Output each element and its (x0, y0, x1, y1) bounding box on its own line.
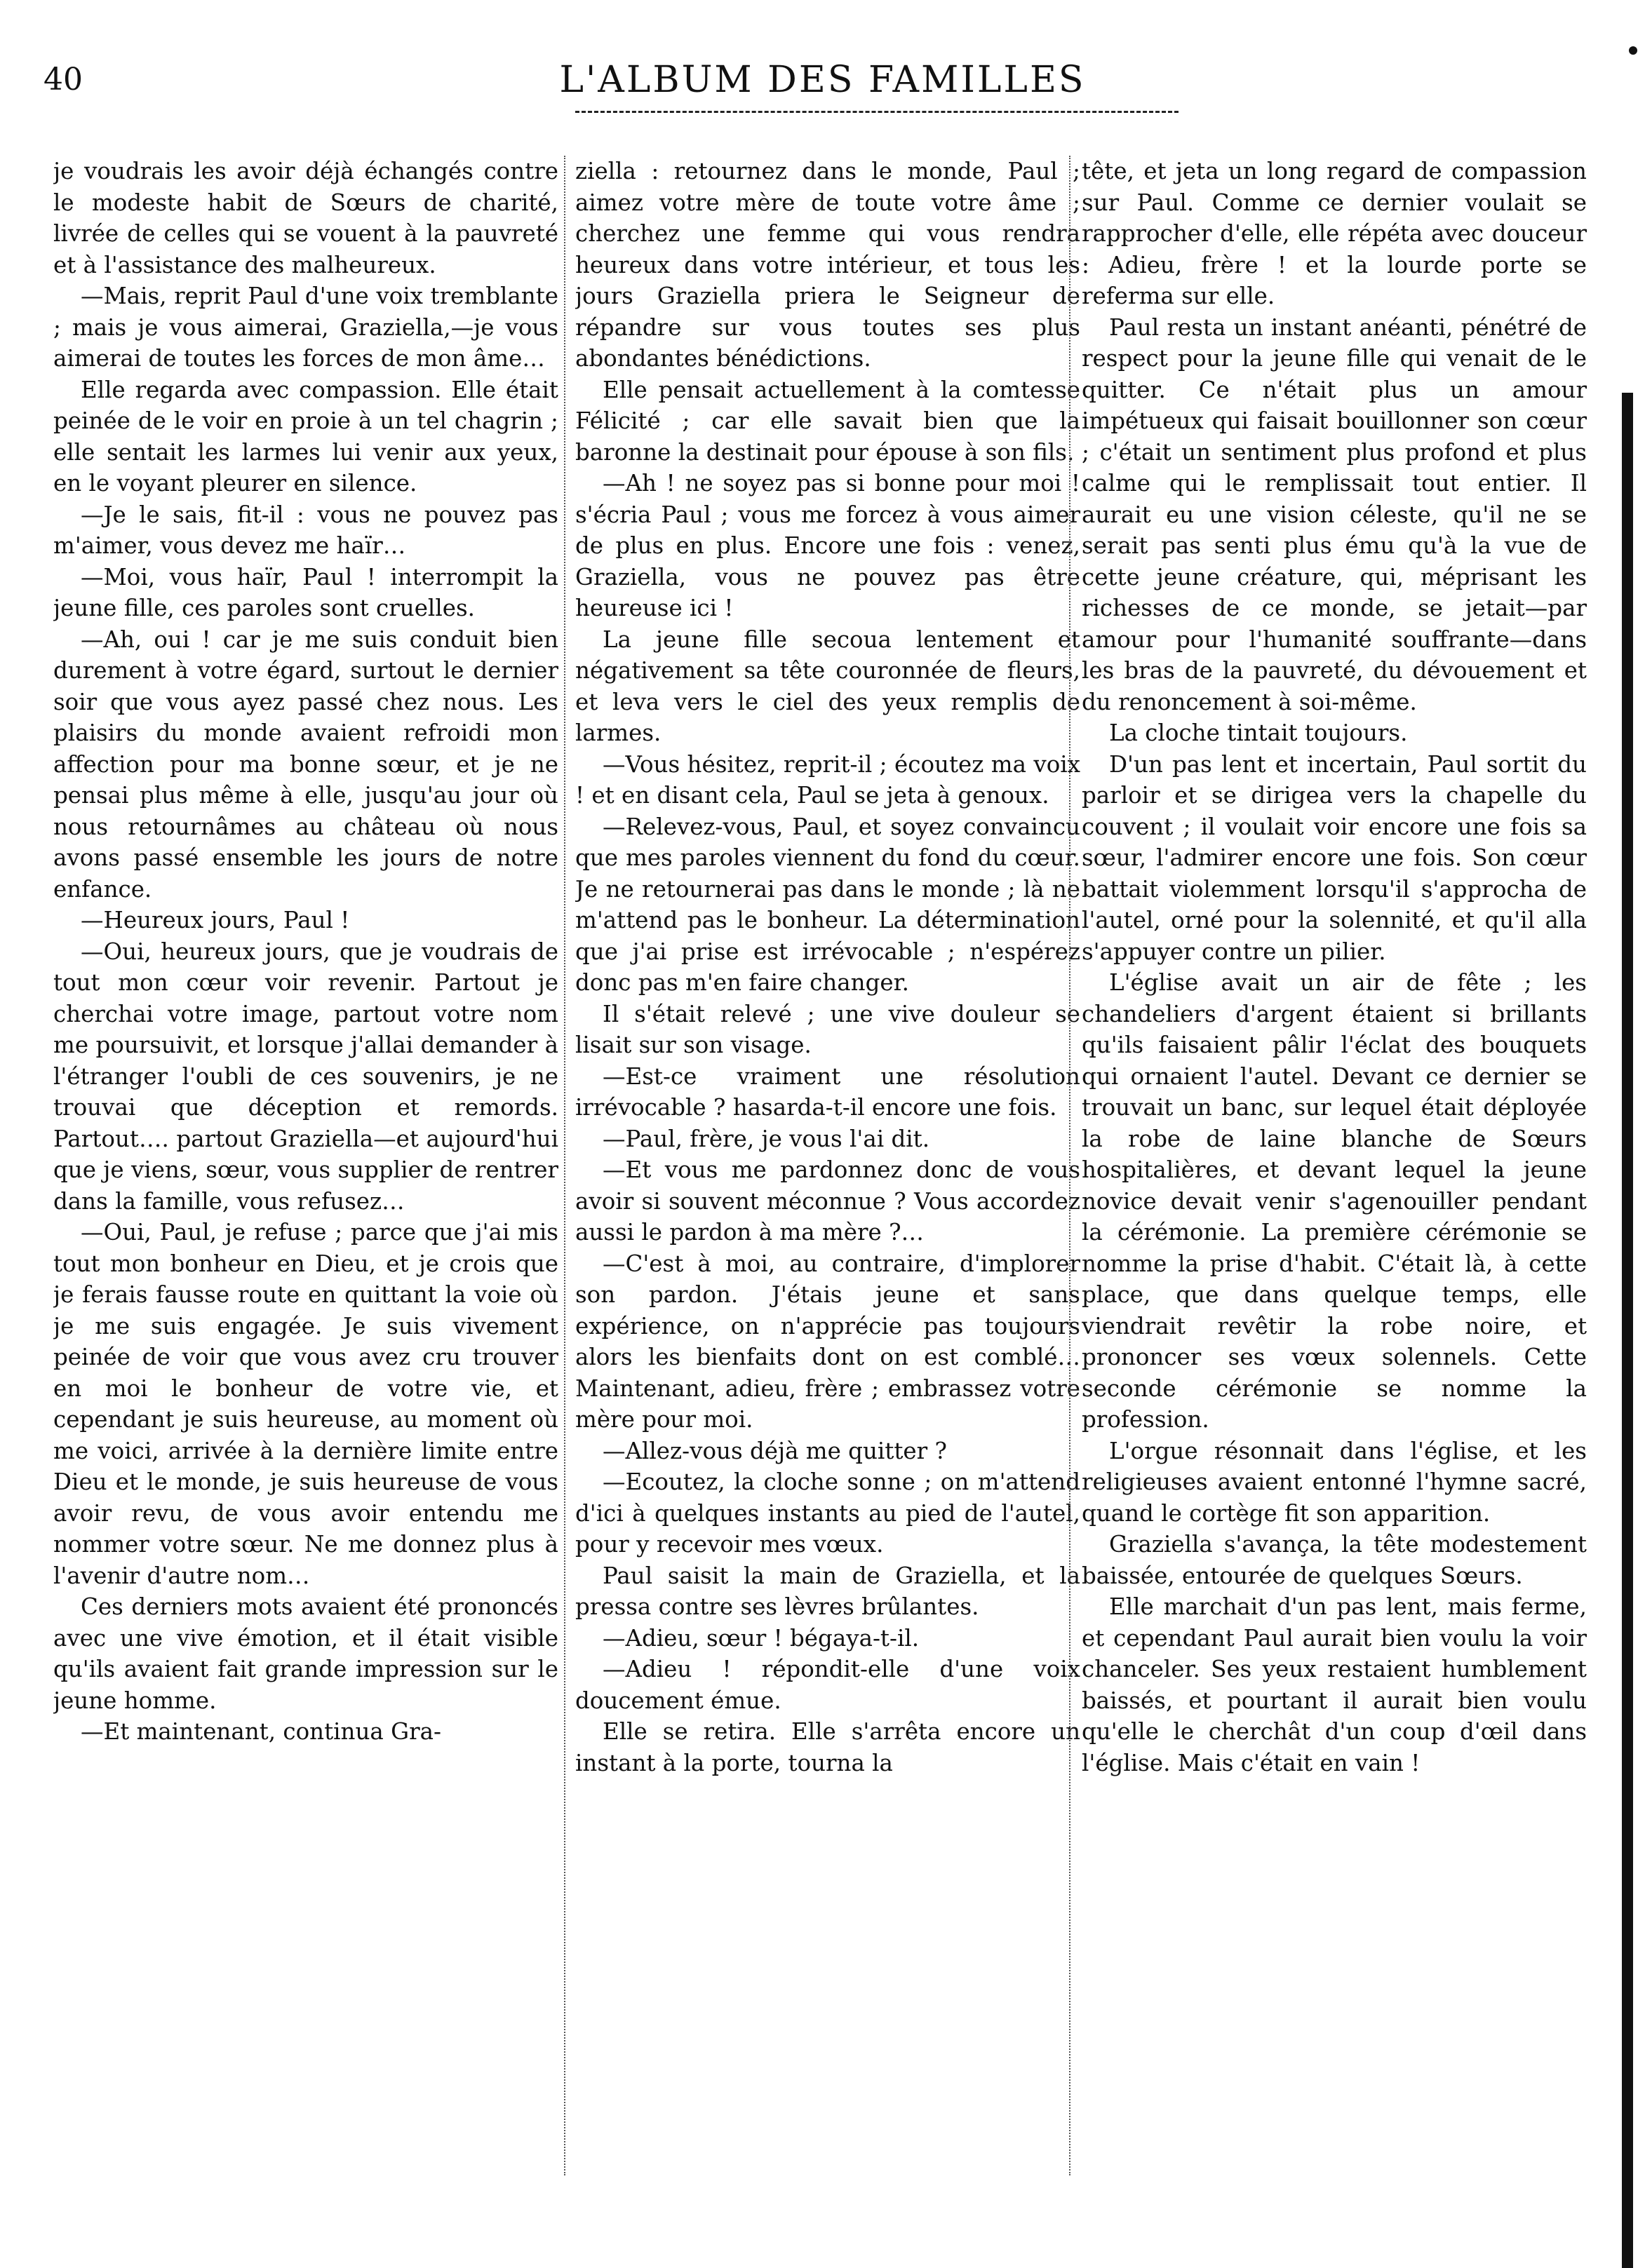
paragraph: Graziella s'avança, la tête modestement baissée, entourée de quelques Sœurs. (1082, 1531, 1587, 1589)
paragraph: Elle se retira. Elle s'arrêta encore un instant à la porte, tourna la (575, 1718, 1080, 1776)
paragraph: Ces derniers mots avaient été prononcés avec une vive émotion, et il était visible qu'ils avaient fait grande impression sur le jeune homme. (53, 1593, 558, 1714)
paragraph: —Moi, vous haïr, Paul ! interrompit la jeune fille, ces paroles sont cruelles. (53, 563, 558, 621)
paragraph: Paul saisit la main de Graziella, et la pressa contre ses lèvres brûlantes. (575, 1562, 1080, 1620)
scan-edge-dot (1629, 46, 1637, 55)
column-right (1082, 156, 1587, 2189)
paragraph: —Vous hésitez, reprit-il ; écoutez ma voix ! et en disant cela, Paul se jeta à genoux. (575, 750, 1080, 809)
paragraph: Paul resta un instant anéanti, pénétré de respect pour la jeune fille qui venait de le quitter. Ce n'était plus un amour impétueux qui faisait bouillonner son cœur ; c'était un sentiment plus profond et plus calme qui le remplissait tout entier. Il aurait eu une vision céleste, qu'il ne se serait pas senti plus ému qu'à la vue de cette jeune créature, qui, méprisant les richesses de ce monde, se jetait—par amour pour l'humanité souffrante—dans les bras de la pauvreté, du dévouement et du renoncement à soi-même. (1082, 313, 1587, 715)
paragraph: —Adieu, sœur ! bégaya-t-il. (603, 1624, 920, 1652)
paragraph: —Paul, frère, je vous l'ai dit. (603, 1125, 930, 1152)
paragraph: —Ah ! ne soyez pas si bonne pour moi ! s'écria Paul ; vous me forcez à vous aimer de plus en plus. Encore une fois : venez, Graziella, vous ne pouvez pas être heureuse ici ! (575, 470, 1080, 621)
paragraph: L'orgue résonnait dans l'église, et les religieuses avaient entonné l'hymne sacré, quand le cortège fit son apparition. (1082, 1437, 1587, 1527)
paragraph: Il s'était relevé ; une vive douleur se lisait sur son visage. (575, 1000, 1080, 1058)
paragraph: —Et vous me pardonnez donc de vous avoir si souvent méconnue ? Vous accordez aussi le pardon à ma mère ?… (575, 1156, 1080, 1246)
paragraph: L'église avait un air de fête ; les chandeliers d'argent étaient si brillants qu'ils faisaient pâlir l'éclat des bouquets qui ornaient l'autel. Devant ce dernier se trouvait un banc, sur lequel était déployée la robe de laine blanche de Sœurs hospitalières, et devant lequel la jeune novice devait venir s'agenouiller pendant la cérémonie. La première cérémonie se nomme la prise d'habit. C'était là, à cette place, que dans quelque temps, elle viendrait revêtir la robe noire, et prononcer ses vœux solennels. Cette seconde cérémonie se nomme la profession. (1082, 969, 1587, 1433)
paragraph: —Oui, heureux jours, que je voudrais de tout mon cœur voir revenir. Partout je cherchai votre image, partout votre nom me poursuivit, et lorsque j'allai demander à l'étranger l'oubli de ces souvenirs, je ne trouvai que déception et remords. Partout…. partout Graziella—et aujourd'hui que je viens, sœur, vous supplier de rentrer dans la famille, vous refusez… (53, 938, 558, 1215)
scan-edge-bar (1622, 393, 1633, 2268)
paragraph: —Oui, Paul, je refuse ; parce que j'ai mis tout mon bonheur en Dieu, et je crois que je ferais fausse route en quittant la voie où je me suis engagée. Je suis vivement peinée de voir que vous avez cru trouver en moi le bonheur de votre vie, et cependant je suis heureuse, au moment où me voici, arrivée à la dernière limite entre Dieu et le monde, je suis heureuse de vous avoir revu, de vous avoir entendu me nommer votre sœur. Ne me donnez plus à l'avenir d'autre nom… (53, 1219, 558, 1589)
column-middle (575, 156, 1080, 2189)
paragraph: La cloche tintait toujours. (1109, 720, 1408, 746)
paragraph: —C'est à moi, au contraire, d'implorer son pardon. J'étais jeune et sans expérience, on n'apprécie pas toujours alors les bienfaits dont on est comblé… Maintenant, adieu, frère ; embrassez votre mère pour moi. (575, 1250, 1080, 1433)
column-divider (1069, 156, 1070, 2175)
page-number: 40 (43, 62, 83, 97)
paragraph: je voudrais les avoir déjà échangés contre le modeste habit de Sœurs de charité, livrée de celles qui se vouent à la pauvreté et à l'assistance des malheureux. (53, 158, 558, 278)
paragraph: La jeune fille secoua lentement et négativement sa tête couronnée de fleurs, et leva vers le ciel des yeux remplis de larmes. (575, 626, 1080, 746)
paragraph: —Relevez-vous, Paul, et soyez convaincu que mes paroles viennent du fond du cœur. Je ne retournerai pas dans le monde ; là ne m'attend pas le bonheur. La détermination que j'ai prise est irrévocable ; n'espérez donc pas m'en faire changer. (575, 813, 1080, 996)
header-rule (575, 111, 1179, 113)
column-left (53, 156, 558, 2189)
paragraph: —Heureux jours, Paul ! (81, 907, 350, 933)
running-head-title: L'ALBUM DES FAMILLES (559, 59, 1086, 101)
paragraph: Elle marchait d'un pas lent, mais ferme, et cependant Paul aurait bien voulu la voir chanceler. Ses yeux restaient humblement baissés, et pourtant il aurait bien voulu qu'elle le cherchât d'un coup d'œil dans l'église. Mais c'était en vain ! (1082, 1593, 1587, 1776)
paragraph: —Allez-vous déjà me quitter ? (603, 1437, 947, 1464)
paragraph: Elle pensait actuellement à la comtesse Félicité ; car elle savait bien que la baronne la destinait pour épouse à son fils. (575, 376, 1080, 466)
paragraph: —Ecoutez, la cloche sonne ; on m'attend d'ici à quelques instants au pied de l'autel, pour y recevoir mes vœux. (575, 1469, 1080, 1558)
paragraph: —Ah, oui ! car je me suis conduit bien durement à votre égard, surtout le dernier soir que vous ayez passé chez nous. Les plaisirs du monde avaient refroidi mon affection pour ma bonne sœur, et je ne pensai plus même à elle, jusqu'au jour où nous retournâmes au château où nous avons passé ensemble les jours de notre enfance. (53, 626, 558, 903)
column-divider (564, 156, 565, 2175)
paragraph: —Je le sais, fit-il : vous ne pouvez pas m'aimer, vous devez me haïr… (53, 501, 558, 559)
paragraph: Elle regarda avec compassion. Elle était peinée de le voir en proie à un tel chagrin ; elle sentait les larmes lui venir aux yeux, en le voyant pleurer en silence. (53, 376, 558, 497)
paragraph: —Adieu ! répondit-elle d'une voix doucement émue. (575, 1656, 1080, 1714)
paragraph: —Est-ce vraiment une résolution irrévocable ? hasarda-t-il encore une fois. (575, 1062, 1080, 1121)
paragraph: —Mais, reprit Paul d'une voix tremblante ; mais je vous aimerai, Graziella,—je vous aimerai de toutes les forces de mon âme… (53, 283, 558, 372)
paragraph: —Et maintenant, continua Gra- (81, 1718, 441, 1745)
paragraph: D'un pas lent et incertain, Paul sortit du parloir et se dirigea vers la chapelle du couvent ; il voulait voir encore une fois sa sœur, l'admirer encore une fois. Son cœur battait violemment lorsqu'il s'approcha de l'autel, orné pour la solennité, et qu'il alla s'appuyer contre un pilier. (1082, 750, 1587, 965)
paragraph: ziella : retournez dans le monde, Paul ; aimez votre mère de toute votre âme ; cherchez une femme qui vous rendra heureux dans votre intérieur, et tous les jours Graziella priera le Seigneur de répandre sur vous toutes ses plus abondantes bénédictions. (575, 158, 1080, 372)
paragraph: tête, et jeta un long regard de compassion sur Paul. Comme ce dernier voulait se rapprocher d'elle, elle répéta avec douceur : Adieu, frère ! et la lourde porte se referma sur elle. (1082, 158, 1587, 309)
